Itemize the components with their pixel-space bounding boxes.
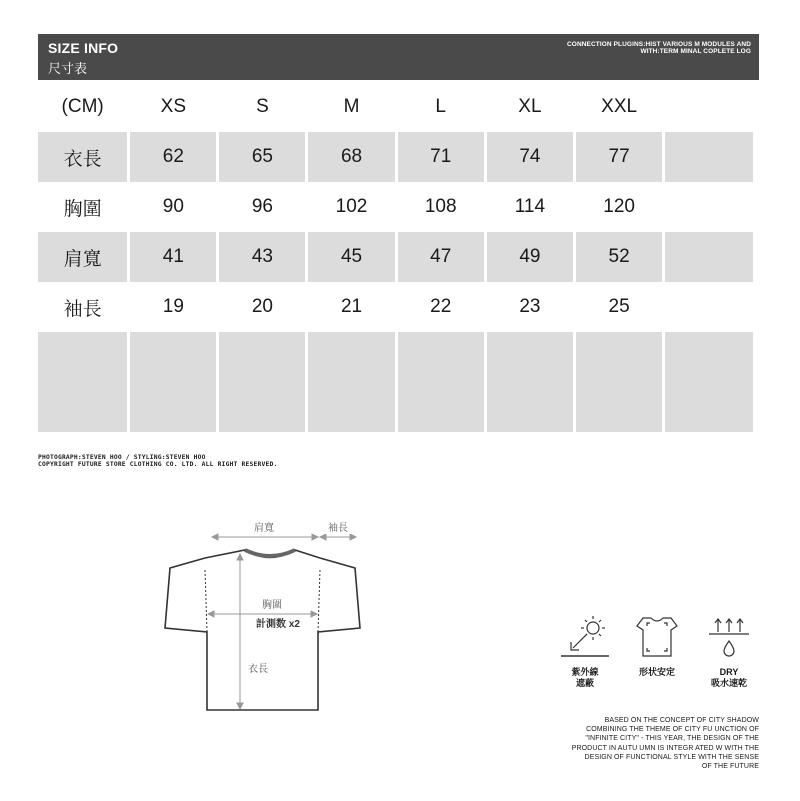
empty-column <box>665 232 753 282</box>
size-table <box>38 82 759 418</box>
table-cell <box>398 382 484 432</box>
table-cell: 22 <box>398 282 484 332</box>
description-text <box>519 716 759 771</box>
shoulder-arrow-left <box>212 534 218 540</box>
description-line: BASED ON THE CONCEPT OF CITY SHADOW <box>604 717 759 724</box>
quick-dry-icon <box>701 612 757 660</box>
feature-dry-label-2: 吸水速乾 <box>710 678 747 688</box>
tshirt-outline <box>165 550 360 710</box>
size-header: XS <box>130 82 216 132</box>
row-label: 胸圍 <box>38 182 127 232</box>
feature-dry-label-1: DRY <box>719 667 739 677</box>
size-header: XXL <box>576 82 662 132</box>
shoulder-label: 肩寬 <box>254 523 274 534</box>
table-cell: 108 <box>398 182 484 232</box>
table-row <box>38 382 753 432</box>
tagline-line-1: CONNECTION PLUGINS:HIST VARIOUS M MODULES AND <box>567 41 751 48</box>
table-cell: 49 <box>487 232 573 282</box>
uv-sun-icon <box>557 612 613 660</box>
table-cell: 20 <box>219 282 305 332</box>
sleeve-label: 袖長 <box>328 523 348 534</box>
size-info-header <box>38 34 759 80</box>
description-line: "INFINITE CITY" - THIS YEAR, THE DESIGN OF THE <box>585 735 759 743</box>
table-header-row <box>38 82 753 132</box>
row-label: 袖長 <box>38 282 127 332</box>
table-cell: 120 <box>576 182 662 232</box>
right-seam <box>318 570 320 632</box>
empty-column <box>665 282 753 332</box>
size-header: XL <box>487 82 573 132</box>
sleeve-arrow-right <box>350 534 356 540</box>
row-label: 肩寬 <box>38 232 127 282</box>
description-line: DESIGN OF FUNCTIONAL STYLE WITH THE SENSE <box>584 753 759 761</box>
tagline-line-2: WITH:TERM MINAL COPLETE LOG <box>640 48 751 55</box>
collar-rib <box>245 550 295 556</box>
empty-column <box>665 82 753 132</box>
row-label <box>38 332 127 382</box>
chest-label: 胸圍 <box>262 600 282 611</box>
table-cell: 68 <box>308 132 394 182</box>
row-label: 衣長 <box>38 132 127 182</box>
table-cell: 19 <box>130 282 216 332</box>
table-cell: 71 <box>398 132 484 182</box>
empty-column <box>665 332 753 382</box>
row-label <box>38 382 127 432</box>
table-cell: 45 <box>308 232 394 282</box>
description-line: COMBINING THE THEME OF CITY FU UNCTION OF <box>586 726 759 734</box>
feature-dry <box>694 612 764 689</box>
description-line: PRODUCT IN AUTU UMN IS INTEGR ATED W WITH THE <box>571 744 759 752</box>
table-cell: 74 <box>487 132 573 182</box>
header-tagline <box>421 41 751 55</box>
table-cell <box>308 382 394 432</box>
length-label: 衣長 <box>248 664 268 675</box>
empty-column <box>665 382 753 432</box>
left-seam <box>205 570 207 632</box>
chest-arrow-right <box>311 611 317 617</box>
table-row <box>38 232 753 282</box>
table-cell: 43 <box>219 232 305 282</box>
table-cell: 114 <box>487 182 573 232</box>
feature-uv <box>550 612 620 689</box>
size-header: L <box>398 82 484 132</box>
table-cell: 23 <box>487 282 573 332</box>
tshirt-measurement-diagram <box>160 510 380 720</box>
header-title: SIZE INFO <box>48 40 119 56</box>
table-row <box>38 282 753 332</box>
credits-line-2: COPYRIGHT FUTURE STORE CLOTHING CO. LTD. ALL RIGHT RESERVED. <box>38 461 278 468</box>
table-cell <box>219 382 305 432</box>
table-cell: 77 <box>576 132 662 182</box>
unit-label: (CM) <box>38 82 127 132</box>
length-arrow-top <box>237 554 243 560</box>
table-cell <box>130 382 216 432</box>
table-cell: 25 <box>576 282 662 332</box>
empty-column <box>665 182 753 232</box>
table-cell: 96 <box>219 182 305 232</box>
table-cell: 62 <box>130 132 216 182</box>
table-row <box>38 182 753 232</box>
size-header: S <box>219 82 305 132</box>
table-cell <box>576 382 662 432</box>
shoulder-arrow-right <box>312 534 318 540</box>
table-cell: 41 <box>130 232 216 282</box>
table-row <box>38 132 753 182</box>
table-cell: 52 <box>576 232 662 282</box>
table-cell <box>576 332 662 382</box>
table-cell <box>487 332 573 382</box>
shape-stable-shirt-icon <box>629 612 685 660</box>
table-cell: 90 <box>130 182 216 232</box>
feature-shape <box>622 612 692 678</box>
empty-column <box>665 132 753 182</box>
table-cell: 21 <box>308 282 394 332</box>
table-cell <box>219 332 305 382</box>
table-cell <box>398 332 484 382</box>
sleeve-arrow-left <box>320 534 326 540</box>
size-header: M <box>308 82 394 132</box>
credits <box>38 454 277 468</box>
table-cell <box>308 332 394 382</box>
table-cell: 65 <box>219 132 305 182</box>
table-cell: 47 <box>398 232 484 282</box>
feature-shape-label-1: 形状安定 <box>638 667 675 677</box>
feature-uv-label-2: 遮蔽 <box>575 678 594 688</box>
credits-line-1: PHOTOGRAPH:STEVEN HOO / STYLING:STEVEN HOO <box>38 454 206 461</box>
chest-arrow-left <box>208 611 214 617</box>
table-row <box>38 332 753 382</box>
table-cell <box>487 382 573 432</box>
feature-uv-label-1: 紫外線 <box>571 667 599 677</box>
chest-note: 計測数 x2 <box>256 619 300 630</box>
table-cell: 102 <box>308 182 394 232</box>
length-arrow-bottom <box>237 703 243 709</box>
header-subtitle: 尺寸表 <box>48 61 88 76</box>
description-line: OF THE FUTURE <box>701 763 759 771</box>
feature-icons <box>550 612 760 702</box>
table-cell <box>130 332 216 382</box>
